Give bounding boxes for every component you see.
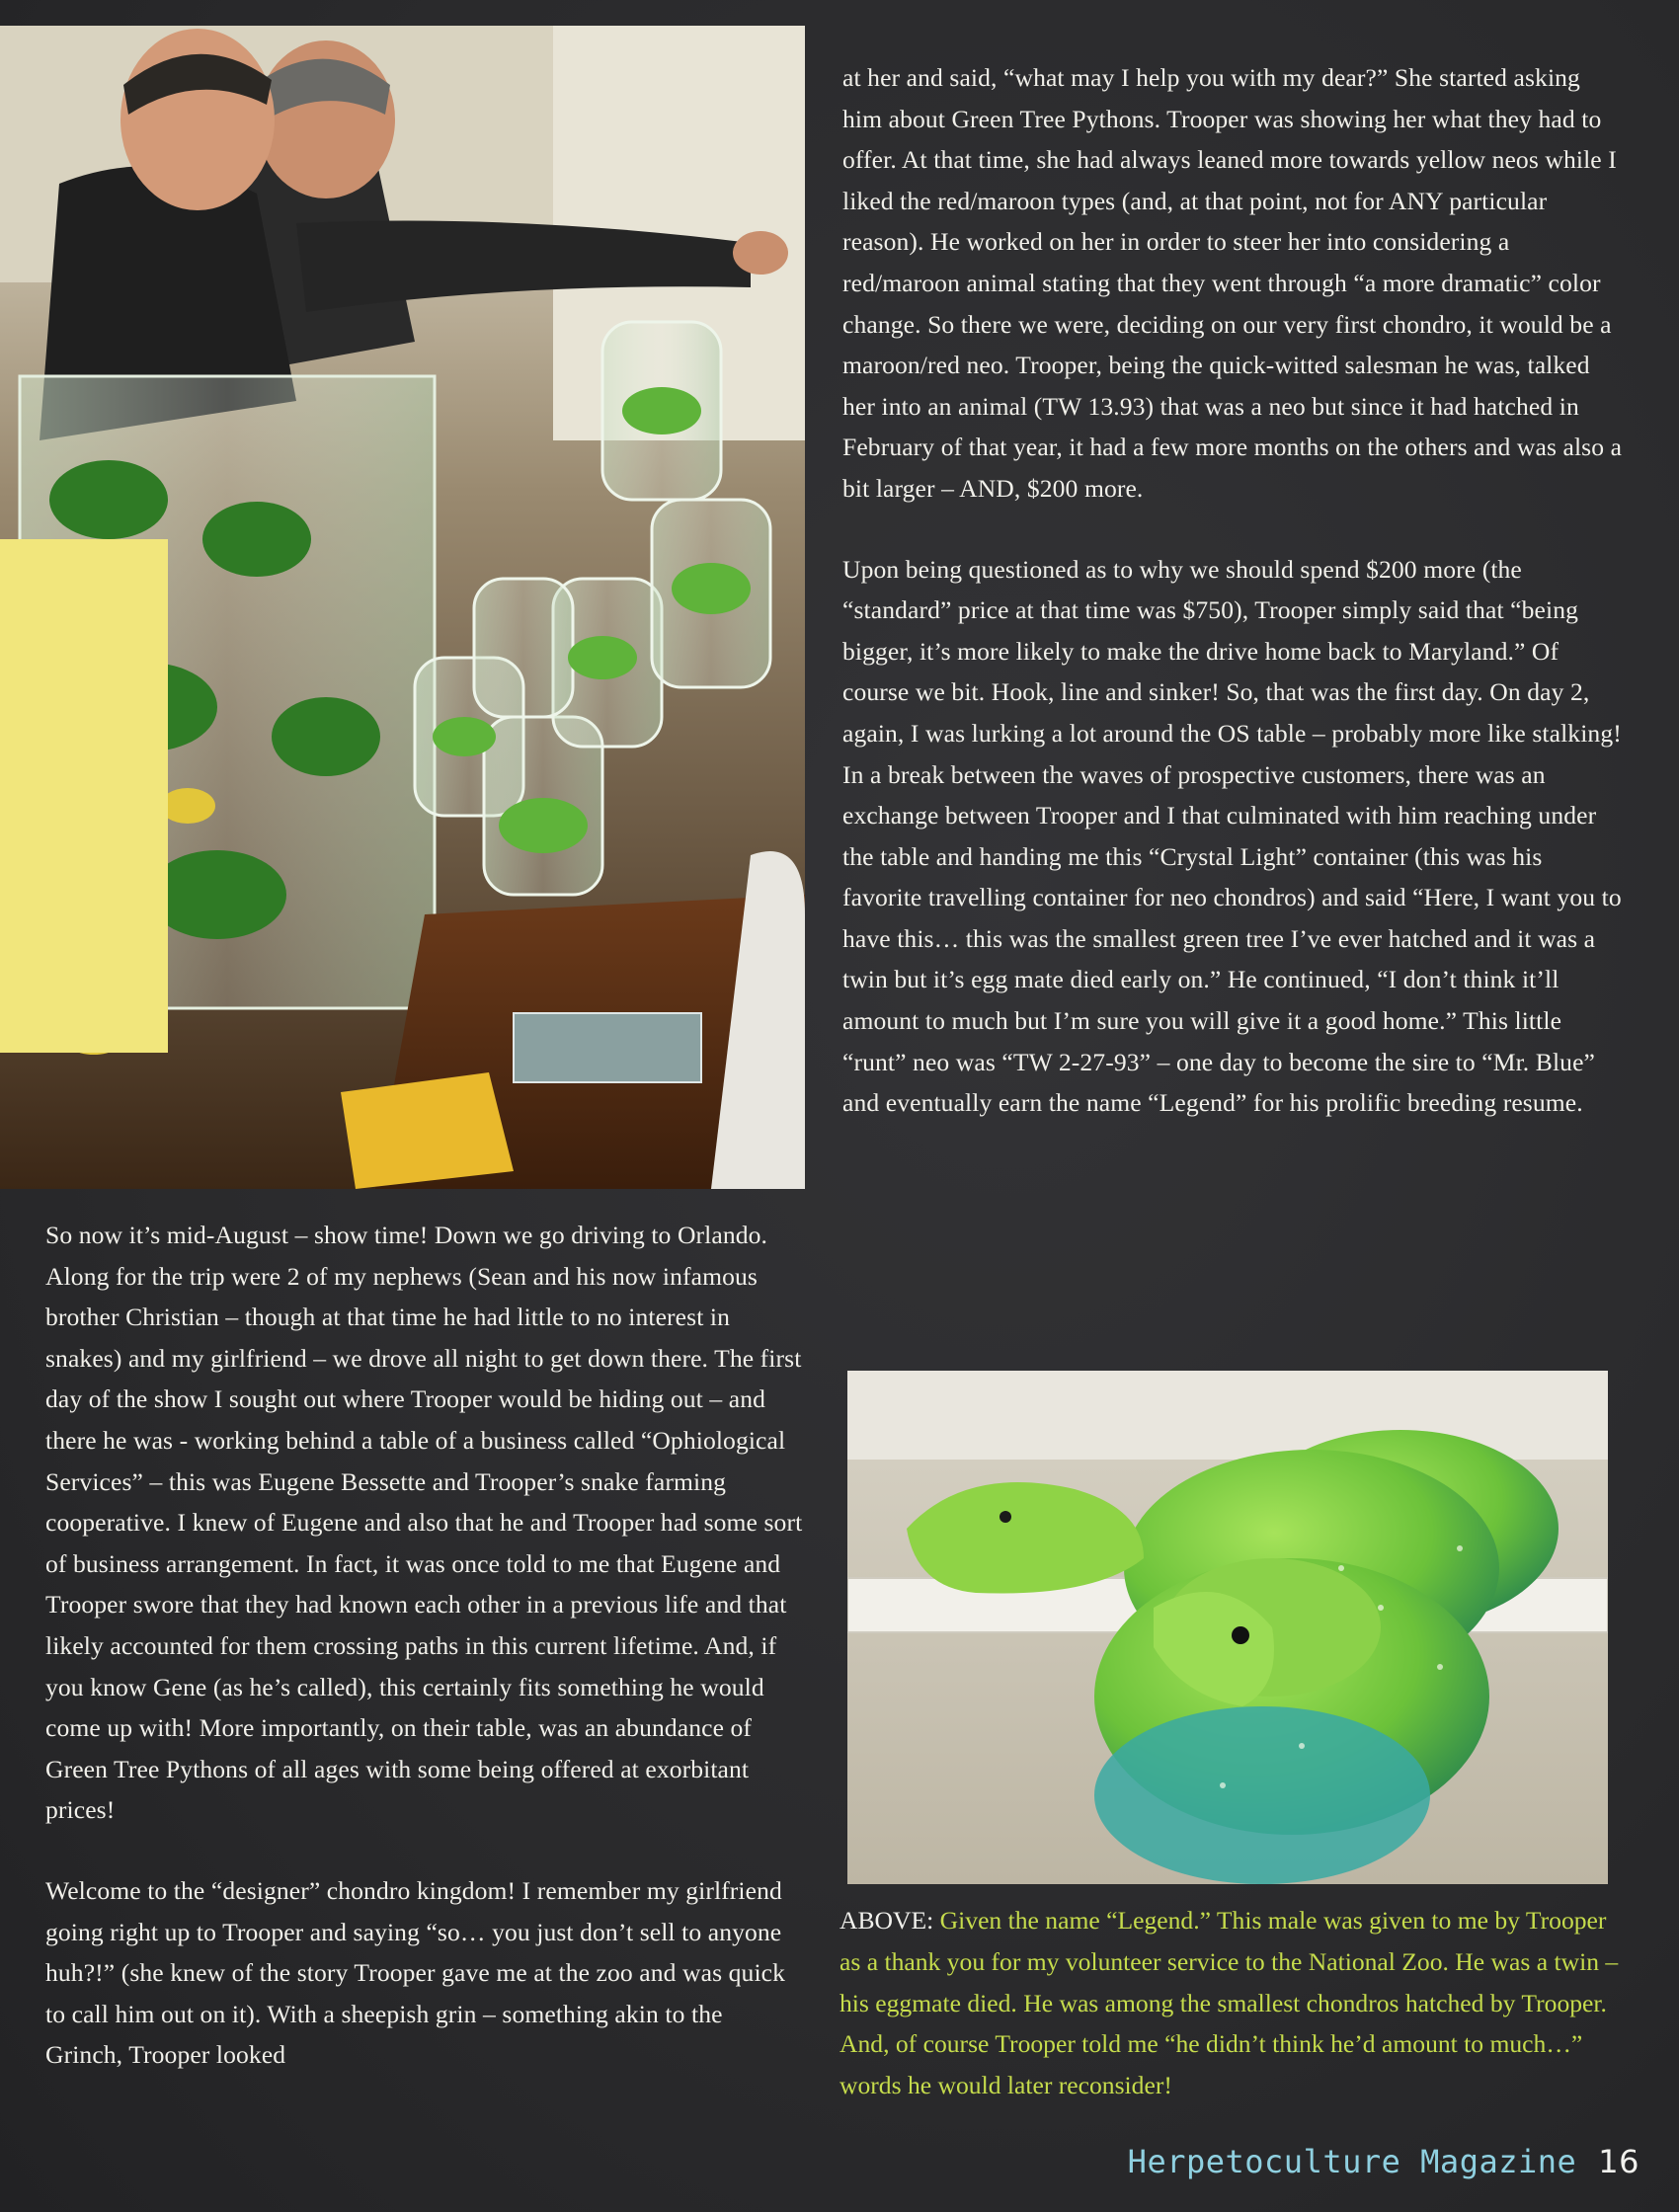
- article-right-column: [842, 57, 1623, 1163]
- caption-label: ABOVE:: [840, 1906, 934, 1935]
- article-paragraph: So now it’s mid-August – show time! Down we go driving to Orlando. Along for the trip were 2 of my nephews (Sean and his now infamous brother Christian – though at that time he had little to no interest in snakes) and my girlfriend – we drove all night to get down there. The first day of the show I sought out where Trooper would be hiding out – and there he was - working behind a table of a business called “Ophiological Services” – this was Eugene Bessette and Trooper’s snake farming cooperative. I knew of Eugene and also that he and Trooper had some sort of business arrangement. In fact, it was once told to me that Eugene and Trooper swore that they had known each other in a previous life and that likely accounted for them crossing paths in this current lifetime. And, if you know Gene (as he’s called), this certainly fits something he would come up with! More importantly, on their table, was an abundance of Green Tree Pythons of all ages with some being offered at exorbitant prices!: [45, 1221, 803, 1825]
- article-paragraph: Welcome to the “designer” chondro kingdom! I remember my girlfriend going right up to Trooper and saying “so… you just don’t sell to anyone huh?!” (she knew of the story Trooper gave me at the zoo and was quick to call him out on it). With a sheepish grin – something akin to the Grinch, Trooper looked: [45, 1875, 786, 2070]
- green-tree-python-photo: [847, 1371, 1608, 1884]
- article-paragraph: at her and said, “what may I help you with my dear?” She started asking him about Green Tree Pythons. Trooper was showing her what they had to offer. At that time, she had always leaned more towards yellow neos while I liked the red/maroon types (and, at that point, not for ANY particular reason). He worked on her in order to steer her into considering a red/maroon animal stating that they went through “a more dramatic” color change. So there we were, deciding on our very first chondro, it would be a maroon/red neo. Trooper, being the quick-witted salesman he was, talked her into an animal (TW 13.93) that was a neo but since it had hatched in February of that year, it had a few more months on the others and was also a bit larger – AND, $200 more.: [842, 63, 1623, 503]
- magazine-name: Herpetoculture Magazine: [1127, 2143, 1577, 2180]
- article-left-column: [45, 1215, 806, 2115]
- page-number: 16: [1598, 2143, 1639, 2180]
- caption-text: Given the name “Legend.” This male was given to me by Trooper as a thank you for my volunteer service to the National Zoo. He was a twin – his eggmate died. He was among the smallest chondros hatched by Trooper. And, of course Trooper told me “he didn’t think he’d amount to much…” words he would later reconsider!: [840, 1906, 1619, 2100]
- article-paragraph: Upon being questioned as to why we should spend $200 more (the “standard” price at that time was $750), Trooper simply said that “being bigger, it’s more likely to make the drive home back to Maryland.” Of course we bit. Hook, line and sinker! So, that was the first day. On day 2, again, I was lurking a lot around the OS table – probably more like stalking! In a break between the waves of prospective customers, there was an exchange between Trooper and I that culminated with him reaching under the table and handing me this “Crystal Light” container (this was his favorite travelling container for neo chondros) and said “Here, I want you to have this… this was the smallest green tree I’ve ever hatched and it was a twin but it’s egg mate died early on.” He continued, “I don’t think it’ll amount to much but I’m sure you will give it a good home.” This little “runt” neo was “TW 2-27-93” – one day to become the sire to “Mr. Blue” and eventually earn the name “Legend” for his prolific breeding resume.: [842, 554, 1622, 1118]
- reptile-show-booth-photo: [0, 26, 805, 1189]
- photo-caption: [840, 1900, 1620, 2106]
- page-footer: [1106, 2143, 1639, 2180]
